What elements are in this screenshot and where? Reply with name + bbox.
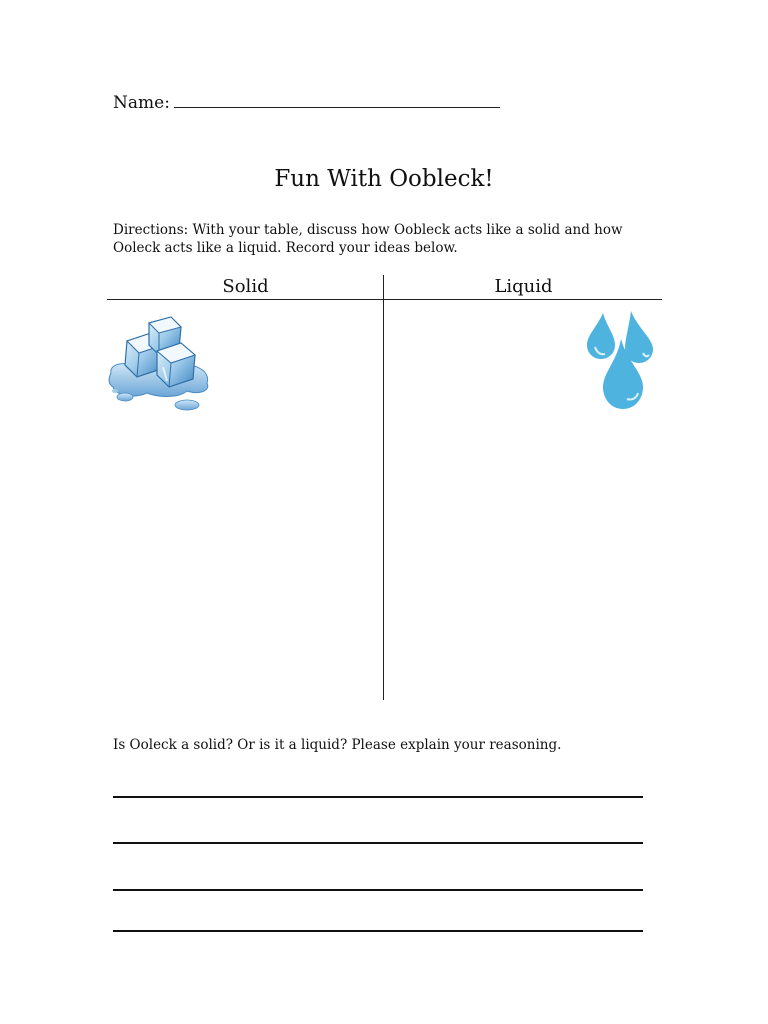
answer-line-4[interactable] (113, 930, 643, 932)
answer-line-2[interactable] (113, 842, 643, 844)
answer-line-3[interactable] (113, 889, 643, 891)
name-field (113, 93, 500, 113)
page-title: Fun With Oobleck! (274, 166, 494, 192)
answer-line-1[interactable] (113, 796, 643, 798)
liquid-column-header: Liquid (494, 276, 553, 297)
t-chart-vertical-rule (383, 275, 384, 700)
t-chart-horizontal-rule (107, 299, 662, 300)
water-drops-icon (581, 309, 665, 413)
name-blank-line[interactable] (174, 93, 500, 108)
directions-text: Directions: With your table, discuss how Oobleck acts like a solid and how Ooleck acts like a liquid. Record your ideas below. (113, 222, 623, 256)
reasoning-question: Is Ooleck a solid? Or is it a liquid? Please explain your reasoning. (113, 737, 562, 753)
solid-column-header: Solid (222, 276, 269, 297)
name-label: Name: (113, 93, 170, 113)
ice-cubes-icon (107, 311, 215, 415)
t-chart (107, 275, 662, 700)
